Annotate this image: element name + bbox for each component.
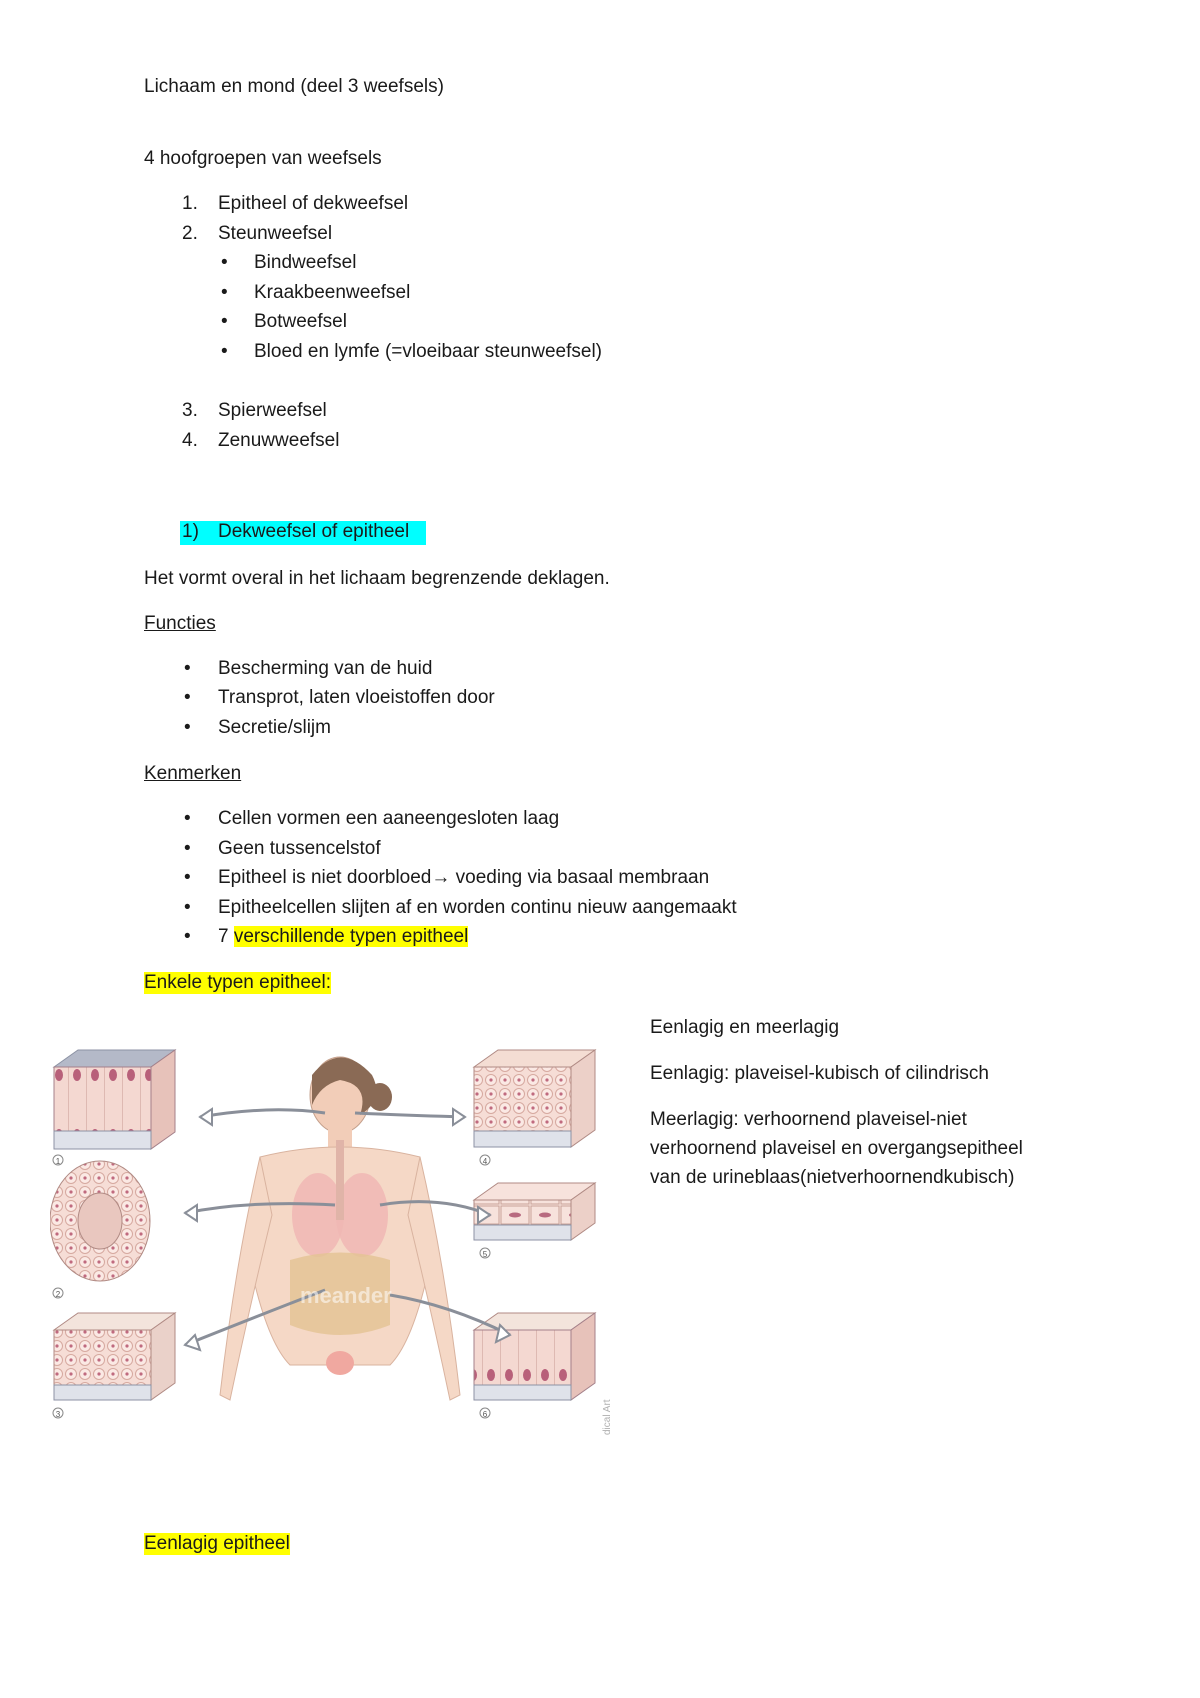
epithelium-block-2 <box>50 1161 150 1281</box>
bullet-icon: • <box>184 717 191 738</box>
arrow-right-icon: → <box>431 867 451 888</box>
side-line-4: verhoornend plaveisel en overgangsepitheel <box>650 1138 1023 1159</box>
group-label: Epitheel of dekweefsel <box>218 193 409 214</box>
svg-text:1: 1 <box>55 1157 61 1166</box>
watermark: meander <box>300 1283 392 1308</box>
bullet-icon: • <box>221 341 228 362</box>
epithelium-illustration <box>50 1045 620 1445</box>
epithelium-block-5 <box>474 1183 595 1240</box>
types-heading: Enkele typen epitheel: <box>144 972 331 993</box>
epithelium-block-4 <box>474 1050 595 1147</box>
bottom-heading: Eenlagig epitheel <box>144 1533 290 1554</box>
svg-text:6: 6 <box>482 1410 488 1419</box>
section-heading <box>180 521 426 545</box>
side-line-1: Eenlagig en meerlagig <box>650 1017 840 1038</box>
group-number: 2. <box>182 223 198 244</box>
group-number: 3. <box>182 400 198 421</box>
epithelium-block-1 <box>54 1050 175 1149</box>
bullet-icon: • <box>184 897 191 918</box>
bullet-icon: • <box>221 252 228 273</box>
side-line-5: van de urineblaas(nietverhoornendkubisch) <box>650 1167 1015 1188</box>
group-label: Zenuwweefsel <box>218 430 340 451</box>
bullet-icon: • <box>221 282 228 303</box>
svg-text:2: 2 <box>55 1290 61 1299</box>
functies-heading: Functies <box>144 613 216 634</box>
svg-text:3: 3 <box>55 1410 61 1419</box>
section-number: 1) <box>182 521 199 542</box>
groups-heading: 4 hoofgroepen van weefsels <box>144 148 382 169</box>
bullet-icon: • <box>184 808 191 829</box>
section-label: Dekweefsel of epitheel <box>218 521 410 542</box>
bullet-icon: • <box>184 926 191 947</box>
human-figure <box>220 1057 460 1400</box>
group-label: Spierweefsel <box>218 400 327 421</box>
kenmerken-heading: Kenmerken <box>144 763 242 784</box>
group-number: 1. <box>182 193 198 214</box>
side-line-3: Meerlagig: verhoornend plaveisel-niet <box>650 1109 967 1130</box>
svg-text:5: 5 <box>482 1250 488 1259</box>
bullet-icon: • <box>184 687 191 708</box>
bullet-icon: • <box>184 838 191 859</box>
page-title: Lichaam en mond (deel 3 weefsels) <box>144 76 444 97</box>
epithelium-block-3 <box>54 1313 175 1400</box>
highlighted-text: verschillende typen epitheel <box>233 926 469 947</box>
image-credit: dical Art <box>602 1399 613 1435</box>
side-line-2: Eenlagig: plaveisel-kubisch of cilindrisch <box>650 1063 990 1084</box>
group-label: Steunweefsel <box>218 223 333 244</box>
bullet-icon: • <box>184 867 191 888</box>
bullet-icon: • <box>184 658 191 679</box>
group-number: 4. <box>182 430 198 451</box>
intro-text: Het vormt overal in het lichaam begrenzende deklagen. <box>144 568 610 589</box>
bullet-icon: • <box>221 311 228 332</box>
svg-text:4: 4 <box>482 1157 488 1166</box>
